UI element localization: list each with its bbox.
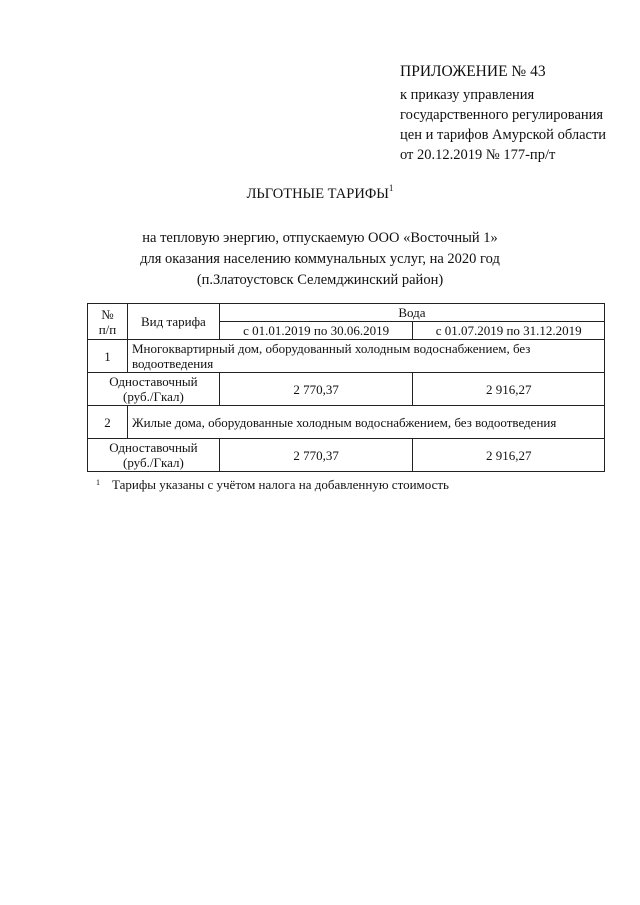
- table-row: [88, 439, 605, 472]
- footnote: [96, 477, 449, 493]
- header-period-2: с 01.07.2019 по 31.12.2019: [413, 322, 605, 340]
- tariff-value-period-1: 2 770,37: [219, 373, 413, 406]
- document-title: [0, 183, 640, 203]
- tariff-value-period-2: 2 916,27: [413, 439, 605, 472]
- appendix-line: цен и тарифов Амурской области: [400, 127, 607, 143]
- header-tariff-type: Вид тарифа: [127, 304, 219, 340]
- tariff-value-period-1: 2 770,37: [219, 439, 413, 472]
- tariff-table: [87, 303, 605, 472]
- header-period-1: с 01.01.2019 по 30.06.2019: [219, 322, 413, 340]
- appendix-block: [400, 62, 606, 165]
- subtitle-line: для оказания населению коммунальных услуг, на 2020 год: [140, 251, 500, 267]
- section-number: 2: [88, 406, 128, 439]
- subtitle-line: (п.Златоустовск Селемджинский район): [196, 272, 444, 288]
- table-row: [88, 373, 605, 406]
- appendix-line: к приказу управления: [400, 87, 535, 103]
- title-footnote-mark: 1: [388, 183, 394, 193]
- tariff-label: Одноставочный (руб./Гкал): [88, 439, 220, 472]
- appendix-line: государственного регулирования: [400, 107, 604, 123]
- tariff-label: Одноставочный (руб./Гкал): [88, 373, 220, 406]
- section-row: [88, 340, 605, 373]
- title-text: ЛЬГОТНЫЕ ТАРИФЫ: [246, 186, 389, 202]
- subtitle-line: на тепловую энергию, отпускаемую ООО «Восточный 1»: [142, 230, 498, 246]
- footnote-text: Тарифы указаны с учётом налога на добавленную стоимость: [112, 477, 449, 492]
- header-number: № п/п: [88, 304, 128, 340]
- section-description: Жилые дома, оборудованные холодным водоснабжением, без водоотведения: [127, 406, 604, 439]
- footnote-mark: 1: [96, 478, 100, 487]
- appendix-heading: ПРИЛОЖЕНИЕ № 43: [400, 63, 546, 80]
- section-number: 1: [88, 340, 128, 373]
- section-row: [88, 406, 605, 439]
- tariff-value-period-2: 2 916,27: [413, 373, 605, 406]
- document-subtitle: [0, 228, 640, 291]
- table-header-row: [88, 304, 605, 322]
- appendix-line: от 20.12.2019 № 177-пр/т: [400, 147, 556, 163]
- section-description: Многоквартирный дом, оборудованный холодным водоснабжением, без водоотведения: [127, 340, 604, 373]
- header-water: Вода: [219, 304, 604, 322]
